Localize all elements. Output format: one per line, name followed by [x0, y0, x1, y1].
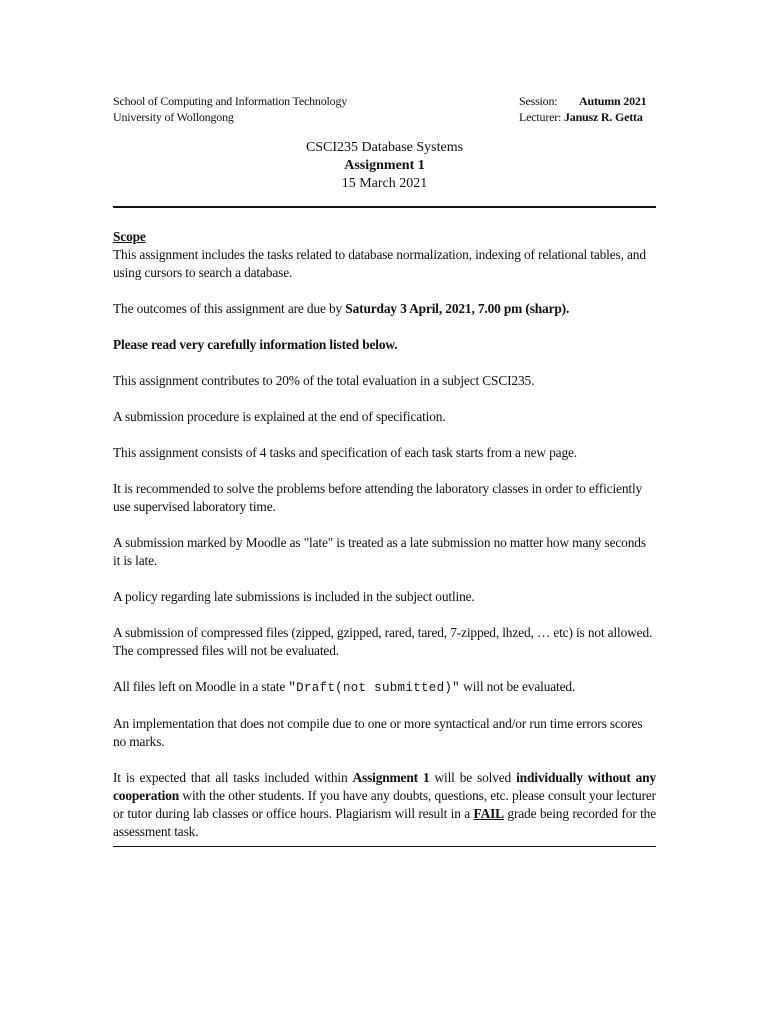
- assignment-title: Assignment 1: [344, 158, 425, 173]
- paragraph-late: A submission marked by Moodle as "late" is treated as a late submission no matter how many seconds it is late.: [113, 535, 646, 568]
- lecturer-line: [519, 109, 646, 125]
- paragraph-plagiarism: [113, 769, 656, 841]
- lecturer-value: Janusz R. Getta: [563, 110, 643, 124]
- lecturer-label: Lecturer:: [519, 110, 562, 124]
- paragraph-recommendation: It is recommended to solve the problems before attending the laboratory classes in order to efficiently use supervised laboratory time.: [113, 481, 643, 514]
- draft-suffix: will not be evaluated.: [459, 679, 576, 694]
- due-prefix: The outcomes of this assignment are due by: [113, 301, 346, 316]
- university-name: University of Wollongong: [113, 110, 234, 124]
- paragraph-policy: A policy regarding late submissions is included in the subject outline.: [113, 589, 475, 604]
- session-value: Autumn 2021: [579, 94, 647, 108]
- plagiarism-text-1: It is expected that all tasks included within: [113, 770, 353, 785]
- paragraph-compressed: A submission of compressed files (zipped, gzipped, rared, tared, 7-zipped, lhzed, … etc) is not allowed. The compressed files will not be evaluated.: [113, 625, 653, 658]
- session-label: Session:: [519, 94, 558, 108]
- institution-block: [113, 93, 347, 125]
- scope-text: This assignment includes the tasks related to database normalization, indexing of relational tables, and using cursors to search a database.: [113, 247, 646, 280]
- session-block: [519, 93, 646, 125]
- course-title: CSCI235 Database Systems: [305, 140, 464, 155]
- paragraph-tasks: This assignment consists of 4 tasks and specification of each task starts from a new page.: [113, 445, 577, 460]
- assignment-date: 15 March 2021: [341, 176, 428, 191]
- school-name: School of Computing and Information Technology: [113, 94, 348, 108]
- document-body: [113, 228, 656, 859]
- plagiarism-text-3: with the other students. If you have any doubts, questions, etc. please consult your lecturer or tutor during lab classes or office hours. Plagiarism will result in a: [113, 788, 656, 821]
- bottom-divider: [113, 846, 656, 847]
- draft-code: "Draft(not submitted)": [288, 681, 460, 695]
- draft-prefix: All files left on Moodle in a state: [113, 679, 289, 694]
- paragraph-submission-procedure: A submission procedure is explained at the end of specification.: [113, 409, 446, 424]
- due-deadline: Saturday 3 April, 2021, 7.00 pm (sharp).: [345, 301, 570, 316]
- plagiarism-text-2: will be solved: [429, 770, 517, 785]
- plagiarism-text-4: grade being recorded for the assessment task.: [113, 806, 656, 839]
- paragraph-compile: An implementation that does not compile due to one or more syntactical and/or run time errors scores no marks.: [113, 716, 643, 749]
- scope-section: [113, 228, 656, 282]
- plagiarism-assignment: Assignment 1: [352, 770, 430, 785]
- plagiarism-individually: individually without any cooperation: [113, 770, 657, 803]
- scope-heading: Scope: [113, 229, 146, 244]
- due-paragraph: [113, 300, 656, 318]
- paragraph-contribution: This assignment contributes to 20% of the total evaluation in a subject CSCI235.: [113, 373, 535, 388]
- session-line: [519, 93, 646, 109]
- top-divider: [113, 206, 656, 208]
- paragraph-draft: [113, 678, 656, 697]
- notice-paragraph: Please read very carefully information listed below.: [113, 337, 398, 352]
- plagiarism-fail: FAIL: [473, 806, 504, 821]
- title-block: [113, 139, 656, 193]
